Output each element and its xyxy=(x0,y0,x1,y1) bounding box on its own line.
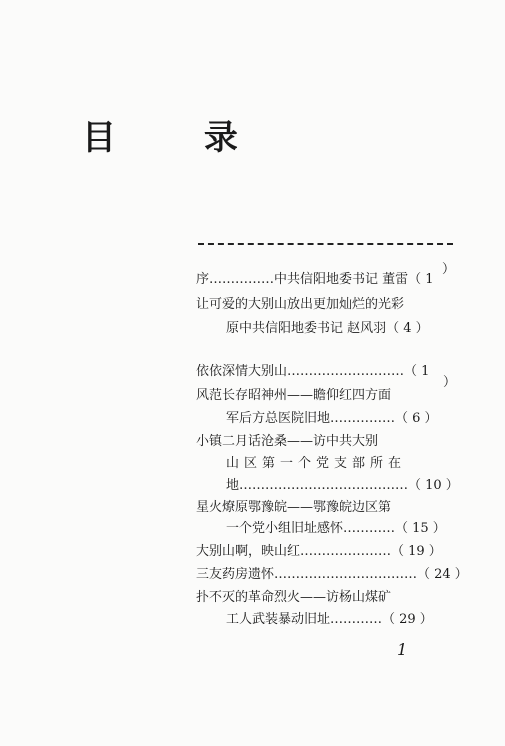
divider xyxy=(198,243,453,245)
toc-entry: 让可爱的大别山放出更加灿烂的光彩 xyxy=(196,297,405,312)
toc-entry: 序……………中共信阳地委书记 董雷（ 1 xyxy=(196,272,434,287)
toc-entry: 依依深情大别山………………………（ 1 xyxy=(196,364,430,379)
toc-entry: 三友药房遗怀……………………………（ 24 ） xyxy=(196,567,468,582)
toc-entry: 工人武装暴动旧址…………（ 29 ） xyxy=(226,612,433,627)
toc-entry: 大别山啊，映山红…………………（ 19 ） xyxy=(196,544,442,559)
closing-paren: ） xyxy=(442,262,456,277)
toc-entry: 小镇二月话沧桑——访中共大别 xyxy=(196,434,379,449)
toc-entry: 地…………………………………（ 10 ） xyxy=(226,478,459,493)
page-title: 目 录 xyxy=(82,118,276,158)
toc-entry: 星火燎原鄂豫皖——鄂豫皖边区第 xyxy=(196,500,392,515)
toc-entry: 一个党小组旧址感怀…………（ 15 ） xyxy=(226,521,446,536)
page-number: 1 xyxy=(397,640,408,659)
toc-entry: 军后方总医院旧地……………（ 6 ） xyxy=(226,411,438,426)
toc-entry: 扑不灭的革命烈火——访杨山煤矿 xyxy=(196,590,392,605)
closing-paren: ） xyxy=(443,375,457,390)
toc-entry: 原中共信阳地委书记 赵风羽（ 4 ） xyxy=(226,321,429,336)
toc-entry: 山区第一个党支部所在 xyxy=(226,456,407,471)
toc-entry: 风范长存昭神州——瞻仰红四方面 xyxy=(196,388,392,403)
